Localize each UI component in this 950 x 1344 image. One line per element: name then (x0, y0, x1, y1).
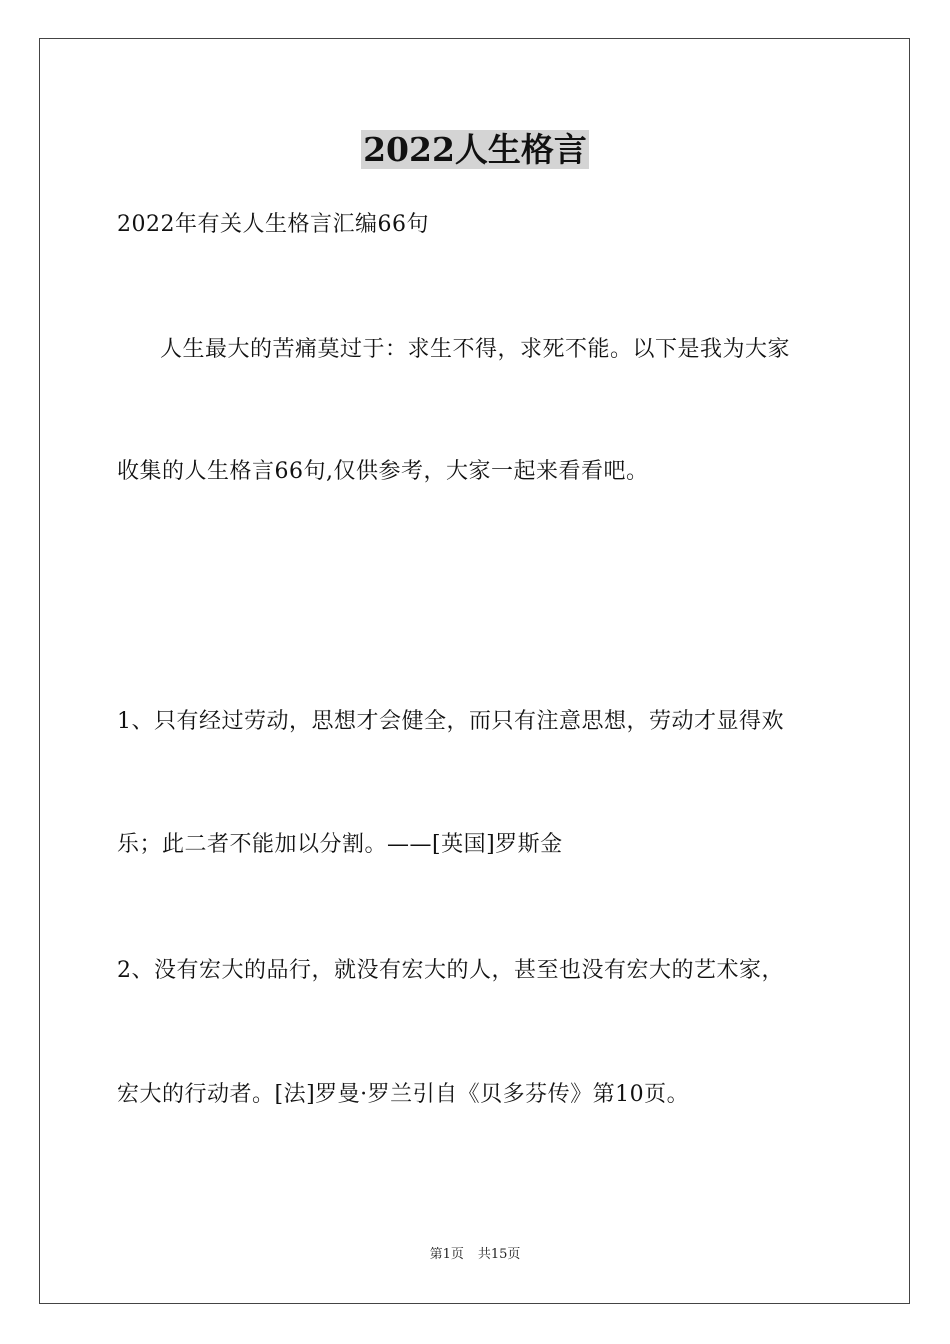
quote-2-line-1: 2、没有宏大的品行，就没有宏大的人，甚至也没有宏大的艺术家， (117, 958, 784, 983)
page-number: 第1页 (429, 1247, 464, 1262)
intro-paragraph-line-2: 收集的人生格言66句,仅供参考，大家一起来看看吧。 (117, 459, 649, 484)
document-title: 2022人生格言 (363, 130, 587, 169)
page-total: 共15页 (477, 1247, 521, 1262)
intro-paragraph-line-1: 人生最大的苦痛莫过于：求生不得，求死不能。以下是我为大家 (160, 337, 791, 362)
document-subtitle: 2022年有关人生格言汇编66句 (117, 212, 429, 237)
page-footer (0, 1246, 950, 1264)
document-title-container (0, 128, 950, 172)
quote-1-line-1: 1、只有经过劳动，思想才会健全，而只有注意思想，劳动才显得欢 (117, 709, 784, 734)
quote-2-line-2: 宏大的行动者。[法]罗曼·罗兰引自《贝多芬传》第10页。 (117, 1082, 690, 1107)
quote-1-line-2: 乐；此二者不能加以分割。——[英国]罗斯金 (117, 832, 563, 857)
